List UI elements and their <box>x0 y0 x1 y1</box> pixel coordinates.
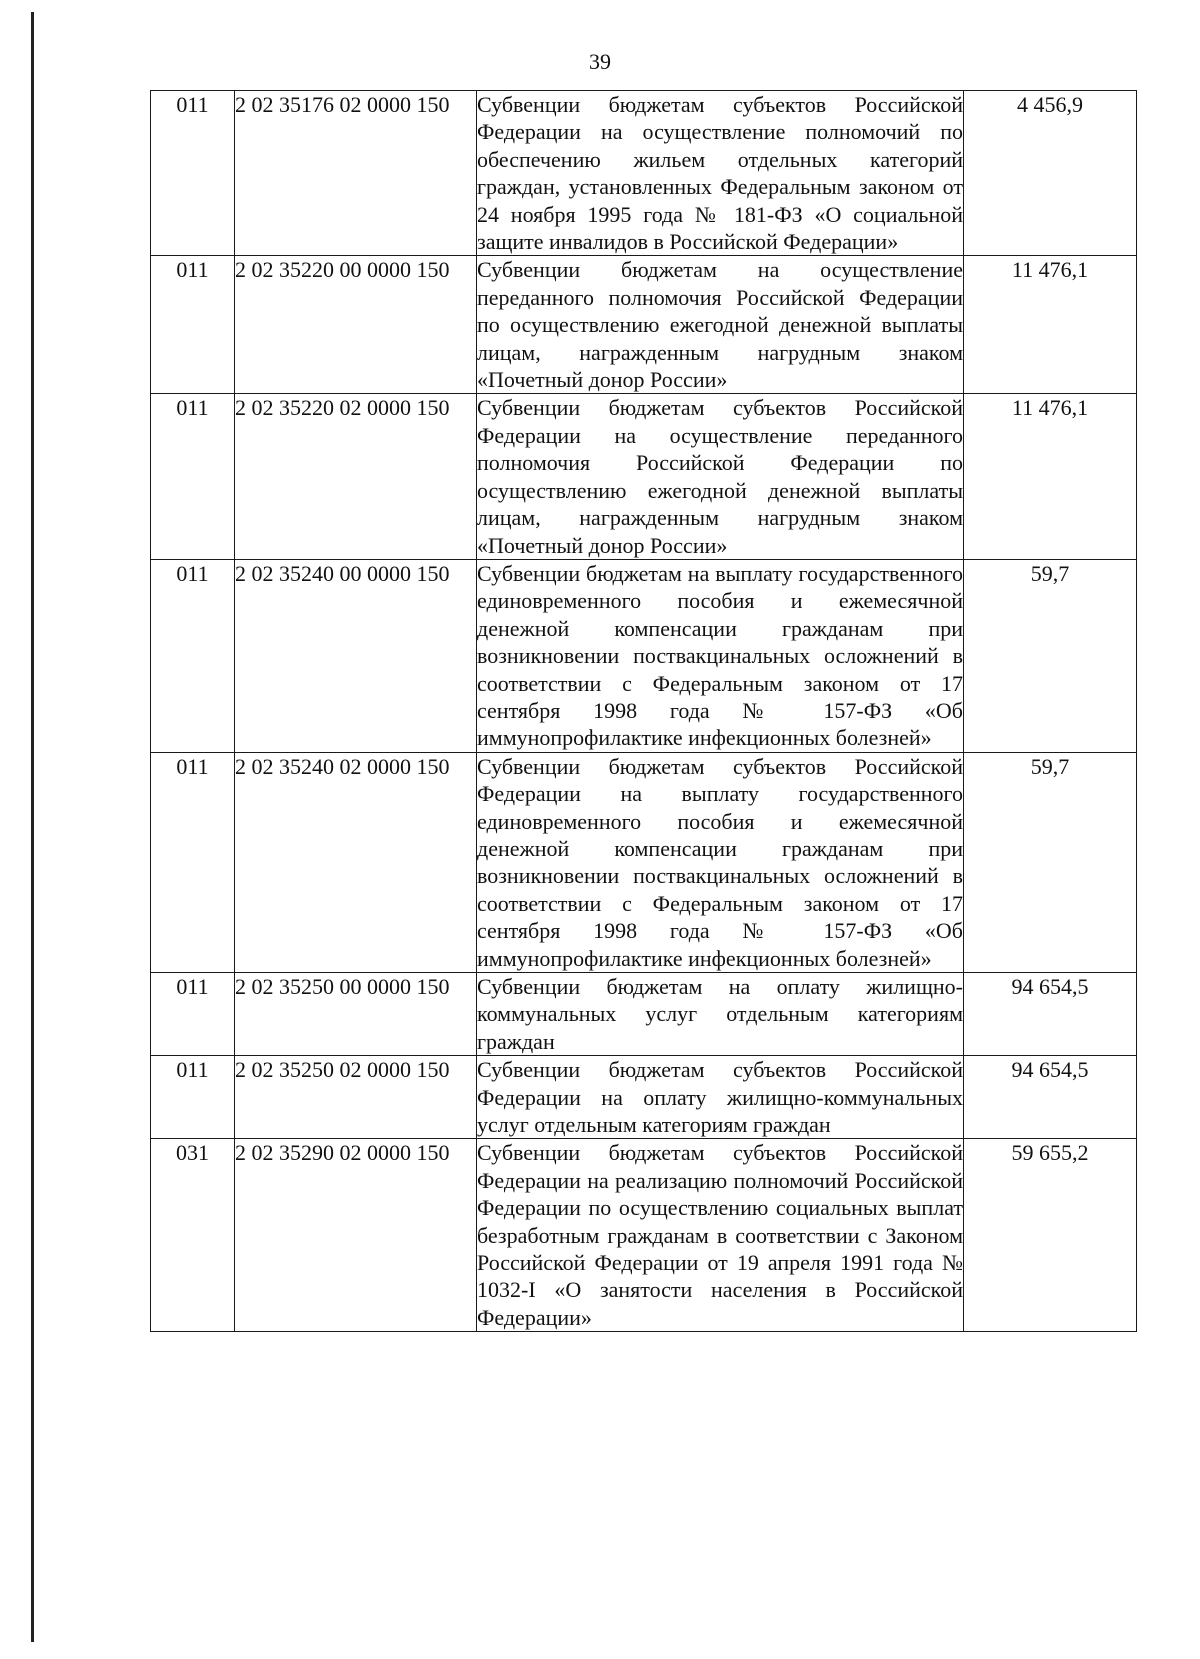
admin-code-cell: 011 <box>151 559 235 752</box>
budget-table <box>150 90 1137 1332</box>
table-row <box>151 559 1137 752</box>
revenue-name-cell: Субвенции бюджетам субъектов Российской Федерации на оплату жилищно-коммунальных услуг отдельным категориям граждан <box>477 1057 963 1138</box>
admin-code-cell: 011 <box>151 1056 235 1139</box>
budget-code-cell: 2 02 35220 00 0000 150 <box>235 256 477 394</box>
budget-code-cell: 2 02 35250 02 0000 150 <box>235 1056 477 1139</box>
admin-code-cell: 011 <box>151 91 235 256</box>
table-row <box>151 91 1137 256</box>
budget-code-cell: 2 02 35250 00 0000 150 <box>235 973 477 1056</box>
admin-code-cell: 011 <box>151 973 235 1056</box>
table-row <box>151 256 1137 394</box>
revenue-name-cell: Субвенции бюджетам на выплату государственного единовременного пособия и ежемесячной денежной компенсации гражданам при возникновении поствакцинальных осложнений в соответствии с Федеральным законом от 17 сентября 1998 года № 157-ФЗ «Об иммунопрофилактике инфекционных болезней» <box>477 560 963 751</box>
amount-cell: 59,7 <box>964 559 1137 752</box>
budget-code-cell: 2 02 35176 02 0000 150 <box>235 91 477 256</box>
revenue-name-cell: Субвенции бюджетам субъектов Российской Федерации на выплату государственного единовременного пособия и ежемесячной денежной компенсации гражданам при возникновении поствакцинальных осложнений в соответствии с Федеральным законом от 17 сентября 1998 года № 157-ФЗ «Об иммунопрофилактике инфекционных болезней» <box>477 753 963 971</box>
admin-code-cell: 011 <box>151 256 235 394</box>
amount-cell: 59,7 <box>964 752 1137 972</box>
admin-code-cell: 011 <box>151 394 235 559</box>
table-row <box>151 752 1137 972</box>
binding-margin-line <box>31 12 34 1642</box>
amount-cell: 4 456,9 <box>964 91 1137 256</box>
budget-code-cell: 2 02 35240 02 0000 150 <box>235 752 477 972</box>
budget-code-cell: 2 02 35290 02 0000 150 <box>235 1139 477 1332</box>
table-row <box>151 394 1137 559</box>
revenue-name-cell: Субвенции бюджетам на осуществление переданного полномочия Российской Федерации по осуществлению ежегодной денежной выплаты лицам, награжденным нагрудным знаком «Почетный донор России» <box>477 257 963 393</box>
budget-code-cell: 2 02 35220 02 0000 150 <box>235 394 477 559</box>
revenue-name-cell: Субвенции бюджетам субъектов Российской Федерации на осуществление переданного полномочия Российской Федерации по осуществлению ежегодной денежной выплаты лицам, награжденным нагрудным знаком «Почетный донор России» <box>477 395 963 558</box>
revenue-name-cell: Субвенции бюджетам субъектов Российской Федерации на реализацию полномочий Российской Федерации по осуществлению социальных выплат безработным гражданам в соответствии с Законом Российской Федерации от 19 апреля 1991 года № 1032-I «О занятости населения в Российской Федерации» <box>477 1140 963 1330</box>
table-row <box>151 1056 1137 1139</box>
table-row <box>151 1139 1137 1332</box>
table-row <box>151 973 1137 1056</box>
amount-cell: 11 476,1 <box>964 394 1137 559</box>
amount-cell: 94 654,5 <box>964 1056 1137 1139</box>
revenue-name-cell: Субвенции бюджетам субъектов Российской Федерации на осуществление полномочий по обеспечению жильем отдельных категорий граждан, установленных Федеральным законом от 24 ноября 1995 года № 181-ФЗ «О социальной защите инвалидов в Российской Федерации» <box>477 92 963 255</box>
page-number: 39 <box>589 49 611 74</box>
admin-code-cell: 031 <box>151 1139 235 1332</box>
amount-cell: 59 655,2 <box>964 1139 1137 1332</box>
admin-code-cell: 011 <box>151 752 235 972</box>
amount-cell: 11 476,1 <box>964 256 1137 394</box>
amount-cell: 94 654,5 <box>964 973 1137 1056</box>
revenue-name-cell: Субвенции бюджетам на оплату жилищно-коммунальных услуг отдельным категориям граждан <box>477 974 963 1054</box>
budget-code-cell: 2 02 35240 00 0000 150 <box>235 559 477 752</box>
